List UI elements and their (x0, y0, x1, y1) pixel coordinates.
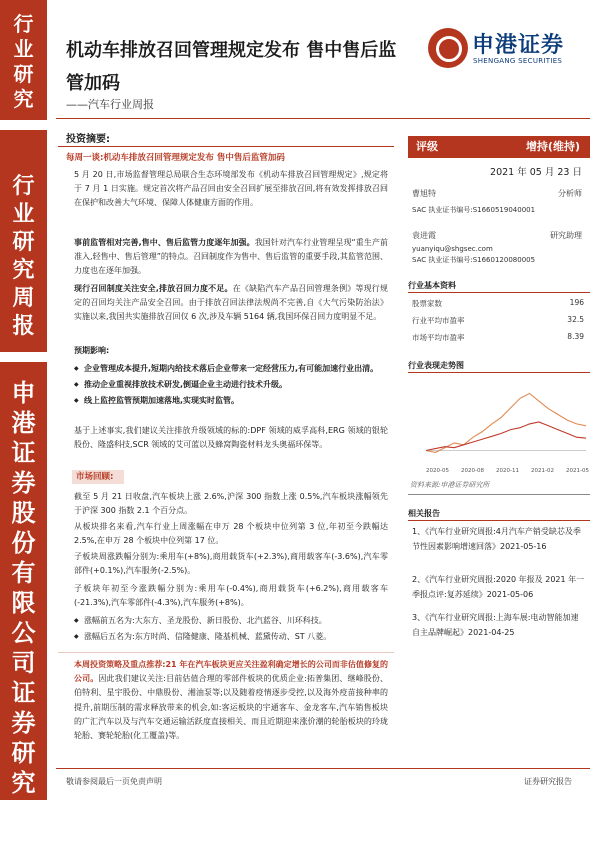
analyst-role: 研究助理 (550, 231, 582, 240)
series-line-1 (426, 422, 586, 451)
analyst-2 (412, 230, 588, 265)
summary-paragraph-3 (74, 282, 388, 325)
impact-bullet: ◆ 企业管理成本提升,短期内给技术落后企业带来一定经营压力,有可能加速行业出清。 (74, 362, 388, 376)
top-gainers-label: 涨幅前五名为: (84, 616, 135, 625)
header-divider (56, 118, 590, 119)
chart-divider (408, 372, 590, 373)
logo-text-cn: 申港证券 (472, 33, 565, 58)
analyst-cert: SAC 执业证书编号:S1660519040001 (412, 206, 536, 214)
paragraph-3-body: 在《缺陷汽车产品召回管理条例》等现行规定的召回均关注产品安全召回。由于排放召回法律法规尚不完善,自《大气污染防治法》实施以来,我国共实施排放召回仅 6 次,涉及车辆 5164 辆,我国环保召回力度明显不足。 (74, 284, 388, 322)
strategy-paragraph (74, 658, 388, 743)
strategy-body: 因此我们建议关注:目前估值合理的零部件板块的优质企业:拓普集团、继峰股份、伯特利、星宇股份、中鼎股份、湘油泵等;以及随着疫情逐步受控,以及海外疫苗接种率的提升,前期压制的需求释放带来的机会,如:客运板块的宇通客车、金龙客车,汽车销售板块的广汇汽车以及与汽车交通运输活跃度直接相关、而且近期迎来涨价潮的轮胎板块的玲珑轮胎、赛轮轮胎(化工覆盖)等。 (74, 674, 389, 741)
strategy-lead: 本周投资策略及重点推荐:21 年在汽车板块更应关注盈利确定增长的公司而非估值修复的公司。 (74, 660, 388, 684)
sidebar (0, 0, 47, 857)
summary-paragraph-2 (74, 236, 388, 279)
top-losers-list: 东方时尚、信隆健康、隆基机械、蓝黛传动、ST 八菱。 (134, 632, 332, 641)
rating-bar (408, 136, 590, 158)
paragraph-3-lead: 现行召回制度关注安全,排放召回力度不足。 (74, 284, 233, 293)
x-tick-label: 2020-11 (496, 468, 519, 474)
sidebar-char: 行 (12, 173, 35, 199)
analyst-name: 曹旭特 (412, 189, 436, 198)
rating-label: 评级 (416, 140, 438, 153)
footer-divider (56, 768, 590, 769)
disclaimer-note: 敬请参阅最后一页免责声明 (66, 777, 162, 786)
basic-info-divider (408, 292, 590, 293)
basic-info-row (412, 332, 584, 343)
basic-info-label: 股票家数 (412, 299, 442, 308)
summary-paragraph-1: 5 月 20 日,市场监督管理总局联合生态环境部发布《机动车排放召回管理规定》,规定将于 7 月 1 日实施。规定首次将产品召回由安全召回扩展至排放召回,将有效发挥排放召回在保护和改善大气环境、保障人体健康方面的作用。 (74, 170, 388, 208)
basic-info-label: 行业平均市盈率 (412, 316, 465, 325)
sidebar-char: 港 (11, 408, 36, 437)
sidebar-char: 研 (12, 229, 35, 255)
basic-info-heading: 行业基本资料 (408, 281, 456, 290)
movers-list (74, 614, 388, 644)
related-divider (408, 520, 590, 521)
sidebar-block-industry-research (0, 12, 47, 112)
sidebar-char: 业 (13, 37, 34, 61)
impact-bullet: ◆ 推动企业重视排放技术研发,倒逼企业主动进行技术升级。 (74, 378, 388, 392)
sidebar-block-industry-weekly (0, 172, 47, 340)
sidebar-char: 究 (13, 87, 34, 111)
x-tick-label: 2021-05 (566, 468, 589, 474)
market-paragraph-4: 子板块年初至今涨跌幅分别为:乘用车(-0.4%),商用载货车(+6.2%),商用载客车(-21.3%),汽车零部件(-4.3%),汽车服务(+8%)。 (74, 584, 388, 608)
x-tick-label: 2020-05 (426, 468, 449, 474)
related-report[interactable]: 3、《汽车行业研究周报:上海车展:电动智能加速 自主品牌崛起》2021-04-25 (412, 613, 579, 637)
basic-info-value: 196 (569, 298, 584, 307)
industry-performance-chart (408, 378, 590, 478)
sidebar-char: 申 (11, 378, 36, 407)
related-report[interactable]: 2、《汽车行业研究周报:2020 年报及 2021 年一季报点评:复苏延续》2021-05-06 (412, 575, 585, 599)
summary-divider (58, 146, 394, 147)
top-gainers (74, 614, 388, 628)
related-report[interactable]: 1、《汽车行业研究周报:4月汽车产销受缺芯及季节性因素影响增速回落》2021-05-16 (412, 527, 581, 551)
week-heading: 每周一谈:机动车排放召回管理规定发布 售中售后监管加码 (66, 153, 285, 163)
strategy-divider (58, 652, 394, 653)
impact-bullet-list (74, 362, 388, 408)
top-gainers-list: 大东方、圣龙股份、新日股份、北汽蓝谷、川环科技。 (134, 616, 327, 625)
sidebar-char: 研 (13, 62, 34, 86)
basic-info-label: 市场平均市盈率 (412, 333, 465, 342)
basic-info-value: 32.5 (567, 315, 584, 324)
analyst-role: 分析师 (558, 189, 582, 198)
basic-info-row (412, 298, 584, 309)
sidebar-char: 周 (12, 285, 35, 311)
source-divider (408, 494, 590, 495)
sidebar-char: 报 (11, 798, 36, 827)
sidebar-char: 限 (11, 588, 36, 617)
sidebar-char: 证 (11, 678, 36, 707)
sidebar-char: 究 (12, 257, 35, 283)
sidebar-char: 行 (13, 12, 34, 36)
sidebar-char: 司 (11, 648, 36, 677)
sidebar-char: 究 (11, 768, 36, 797)
top-losers-label: 涨幅后五名为: (84, 632, 135, 641)
analyst-1 (412, 188, 588, 215)
report-type: 证券研究报告 (524, 777, 572, 786)
sidebar-char: 研 (11, 738, 36, 767)
basic-info-value: 8.39 (567, 332, 584, 341)
market-paragraph-1: 截至 5 月 21 日收盘,汽车板块上涨 2.6%,沪深 300 指数上涨 0.5%,汽车板块涨幅领先于沪深 300 指数 2.1 个百分点。 (74, 492, 388, 516)
analyst-email: yuanyiqu@shgsec.com (412, 245, 493, 253)
market-paragraph-3: 子板块周涨跌幅分别为:乘用车(+8%),商用载货车(+2.3%),商用载客车(-3.6%),汽车零部件(+0.1%),汽车服务(-2.5%)。 (74, 552, 388, 576)
x-tick-label: 2020-08 (461, 468, 484, 474)
sidebar-divider (0, 120, 47, 130)
chart-source: 资料来源:申港证券研究所 (410, 481, 490, 489)
series-line-0 (426, 394, 586, 453)
basic-info-row (412, 315, 584, 326)
report-title: 机动车排放召回管理规定发布 售中售后监管加码 (66, 40, 397, 94)
sidebar-char: 份 (11, 528, 36, 557)
analyst-cert: SAC 执业证书编号:S1660120080005 (412, 256, 536, 264)
sidebar-char: 告 (11, 828, 36, 857)
top-losers (74, 630, 388, 644)
sidebar-char: 有 (11, 558, 36, 587)
analyst-name: 袁进霞 (412, 231, 436, 240)
sidebar-char: 券 (11, 708, 36, 737)
related-heading: 相关报告 (408, 509, 440, 518)
sidebar-char: 业 (12, 201, 35, 227)
rating-value: 增持(维持) (525, 140, 580, 153)
logo-text-en: SHENGANG SECURITIES (473, 57, 563, 65)
impact-heading: 预期影响: (74, 346, 110, 355)
sidebar-char: 公 (11, 618, 36, 647)
summary-heading: 投资摘要: (66, 134, 110, 145)
sidebar-char: 券 (11, 468, 36, 497)
paragraph-2-body: 我国针对汽车行业管理呈现“重生产前准入,轻售中、售后管理”的特点。召回制度作为售中、售后监管的重要手段,其监管范围、力度也在逐年加强。 (74, 238, 388, 276)
report-date: 2021 年 05 月 23 日 (490, 167, 582, 178)
sidebar-block-company-name (0, 378, 47, 858)
market-paragraph-2: 从板块排名来看,汽车行业上周涨幅在申万 28 个板块中位列第 3 位,年初至今跌幅达 2.5%,在申万 28 个板块中位列第 17 位。 (74, 522, 388, 546)
chart-title: 行业表现走势图 (408, 361, 464, 370)
company-logo (428, 26, 588, 72)
sidebar-divider (0, 352, 47, 362)
sidebar-char: 股 (11, 498, 36, 527)
paragraph-2-lead: 事前监管相对完善,售中、售后监管力度逐年加强。 (74, 238, 255, 247)
market-heading: 市场回顾: (72, 470, 124, 484)
sidebar-char: 报 (12, 313, 35, 339)
report-subtitle: ——汽车行业周报 (66, 98, 154, 111)
sidebar-char: 证 (11, 438, 36, 467)
x-tick-label: 2021-02 (531, 468, 554, 474)
impact-bullet: ◆ 线上监控监管预期加速落地,实现实时监管。 (74, 394, 388, 408)
logo-mark-icon (428, 28, 468, 68)
summary-paragraph-4: 基于上述事实,我们建议关注排放升级领域的标的:DPF 领域的威孚高科,ERG 领域的银轮股份、隆盛科技,SCR 领域的艾可蓝以及蜂窝陶瓷材料龙头奥福环保等。 (74, 426, 388, 450)
